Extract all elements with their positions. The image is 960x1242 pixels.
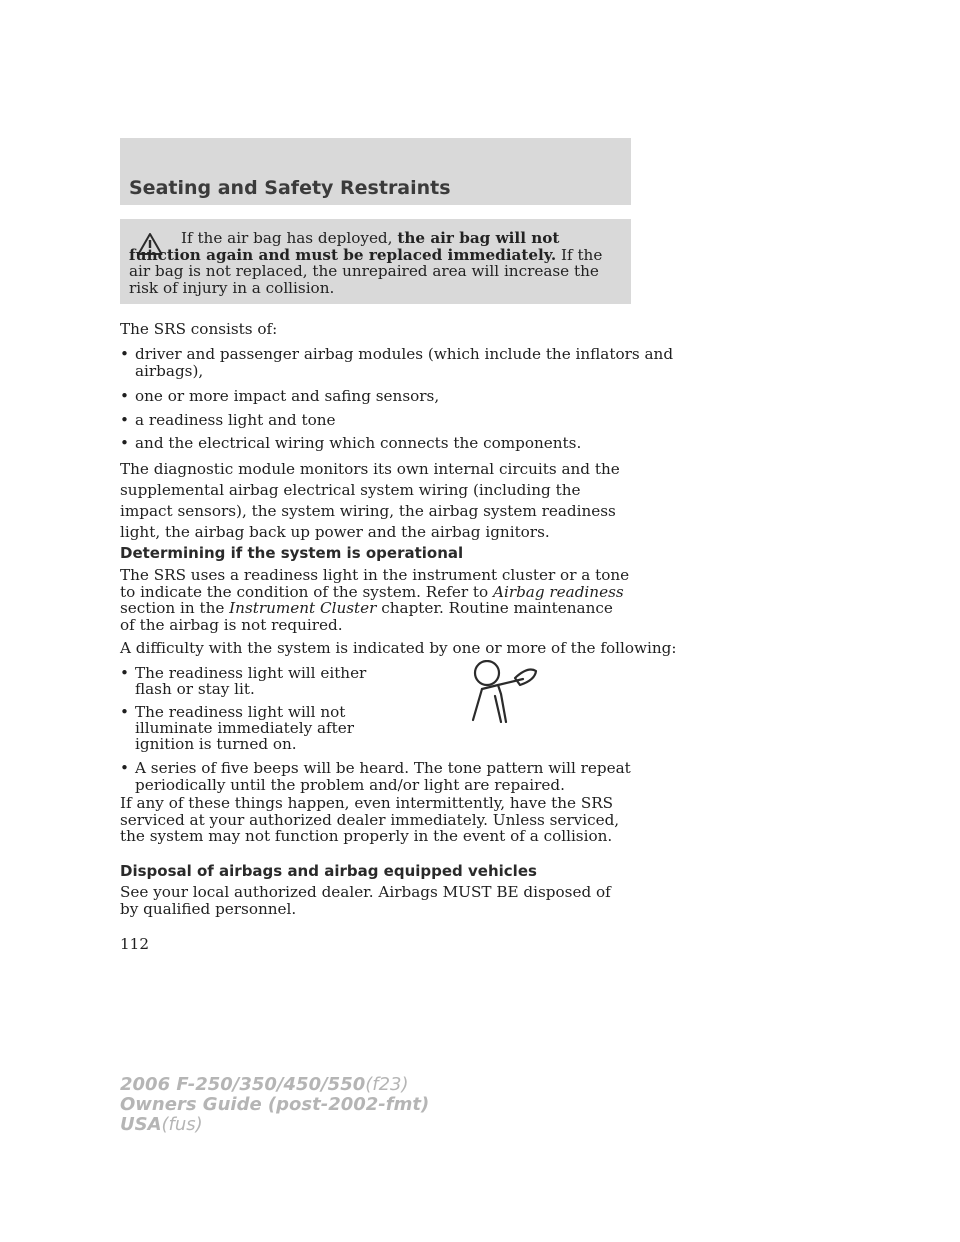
airbag-readiness-icon: [465, 660, 539, 723]
disposal-heading: Disposal of airbags and airbag equipped vehicles: [120, 862, 537, 880]
operational-heading: Determining if the system is operational: [120, 544, 464, 562]
operational-paragraph: The SRS uses a readiness light in the instrument cluster or a tone to indicate the condition of the system. Refer to Airbag readiness section in the Instrument Cluster chapter. Routine maintenance of the airbag is not required.: [120, 566, 630, 634]
srs-intro: The SRS consists of:: [120, 320, 278, 338]
footer-line-3: USA(fus): [120, 1114, 203, 1135]
difficulty-intro: A difficulty with the system is indicated by one or more of the following:: [120, 639, 677, 657]
warning-bold-text: the air bag will not function again and must be replaced immediately.: [129, 229, 560, 264]
service-paragraph: If any of these things happen, even intermittently, have the SRS serviced at your authorized dealer immediately. Unless serviced, the system may not function properly in the event of a collision.: [120, 794, 620, 845]
diagnostic-paragraph: The diagnostic module monitors its own internal circuits and the supplemental airbag electrical system wiring (including the impact sensors), the system wiring, the airbag system readiness light, the airbag back up power and the airbag ignitors.: [120, 460, 620, 541]
footer-line-1: 2006 F-250/350/450/550(f23): [120, 1074, 409, 1095]
footer: [120, 1075, 429, 1135]
footer-line-2: Owners Guide (post-2002-fmt): [120, 1094, 430, 1115]
warning-box: [120, 219, 631, 304]
warning-text: If the air bag has deployed, the air bag will not function again and must be replaced immediately. If the air bag is not replaced, the unrepaired area will increase the risk of injury in a collision.: [129, 229, 603, 297]
section-header: [120, 138, 631, 205]
page-number: 112: [120, 935, 149, 953]
disposal-paragraph: See your local authorized dealer. Airbags MUST BE disposed of by qualified personnel.: [120, 883, 611, 918]
section-title: Seating and Safety Restraints: [129, 177, 451, 199]
